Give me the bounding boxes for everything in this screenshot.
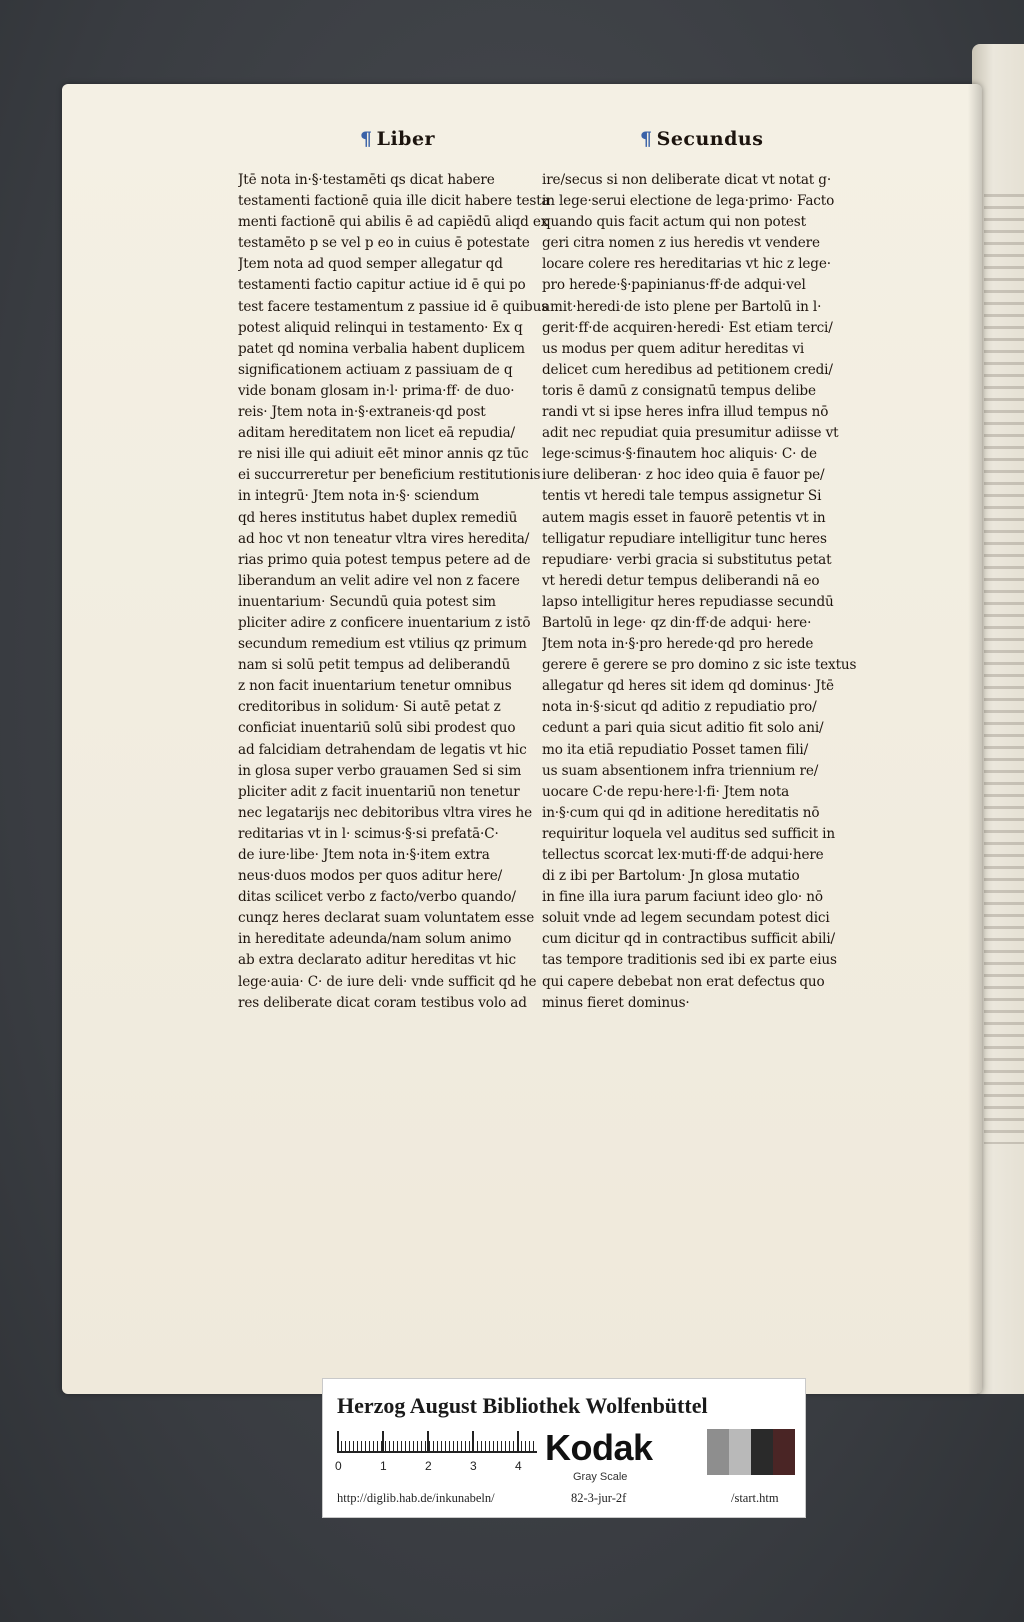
text-line: quando quis facit actum qui non potest <box>542 214 806 231</box>
text-line: amit·heredi·de isto plene per Bartolū in l· <box>542 298 822 315</box>
ruler-major-tick <box>472 1431 474 1453</box>
text-line: mo ita etiā repudiatio Posset tamen fili/ <box>542 741 809 758</box>
text-line: rias primo quia potest tempus petere ad de <box>238 551 531 568</box>
text-line: tas tempore traditionis sed ibi ex parte eius <box>542 952 837 969</box>
text-line: ei succurreretur per beneficium restitutionis <box>238 467 541 484</box>
text-line: gerere ē gerere se pro domino z sic iste textus <box>542 657 857 674</box>
text-line: uocare C·de repu·here·l·fi· Jtem nota <box>542 783 790 800</box>
text-line: in lege·serui electione de lega·primo· Facto <box>542 193 835 210</box>
text-line: geri citra nomen z ius heredis vt vendere <box>542 235 820 252</box>
text-line: soluit vnde ad legem secundam potest dici <box>542 910 830 927</box>
rubric-mark-icon: ¶ <box>360 128 373 150</box>
text-line: qui capere debebat non erat defectus quo <box>542 973 825 990</box>
text-column-right <box>542 170 872 1014</box>
shelfmark: 82-3-jur-2f <box>571 1491 627 1505</box>
text-line: vide bonam glosam in·l· prima·ff· de duo· <box>238 382 515 399</box>
text-line: pliciter adire z conficere inuentarium z istō <box>238 614 531 631</box>
text-line: vt heredi detur tempus deliberandi nā eo <box>542 572 820 589</box>
ruler-major-tick <box>517 1431 519 1453</box>
text-line: autem magis esset in fauorē petentis vt in <box>542 509 826 526</box>
digital-library-url: http://diglib.hab.de/inkunabeln/ <box>337 1491 495 1505</box>
kodak-logo: Kodak <box>545 1427 653 1468</box>
text-line: ire/secus si non deliberate dicat vt notat g· <box>542 172 832 188</box>
text-line: cunqz heres declarat suam voluntatem esse <box>238 910 535 927</box>
ruler-ticks <box>337 1431 537 1453</box>
text-line: iure deliberan· z hoc ideo quia ē fauor pe/ <box>542 467 825 484</box>
text-line: re nisi ille qui adiuit eēt minor annis qz tūc <box>238 446 529 463</box>
text-line: conficiat inuentariū solū sibi prodest quo <box>238 720 516 737</box>
ruler-number: 2 <box>425 1459 432 1473</box>
archive-color-bar <box>322 1378 806 1518</box>
text-line: potest aliquid relinqui in testamento· Ex q <box>238 319 523 336</box>
facing-page-text-bleed <box>984 194 1024 1144</box>
text-line: minus fieret dominus· <box>542 994 690 1011</box>
text-line: inuentarium· Secundū quia potest sim <box>238 593 496 610</box>
text-line: in hereditate adeunda/nam solum animo <box>238 931 512 948</box>
text-line: in·§·cum qui qd in aditione hereditatis nō <box>542 804 820 821</box>
library-title: Herzog August Bibliothek Wolfenbüttel <box>337 1393 708 1418</box>
text-line: reis· Jtem nota in·§·extraneis·qd post <box>238 404 486 421</box>
text-line: qd heres institutus habet duplex remediū <box>238 509 518 526</box>
text-line: testamenti factio capitur actiue id ē qui po <box>238 277 526 294</box>
text-line: us suam absentionem infra triennium re/ <box>542 762 819 779</box>
text-line: in glosa super verbo grauamen Sed si sim <box>238 762 522 779</box>
text-line: Jtem nota ad quod semper allegatur qd <box>238 256 503 273</box>
text-line: requiritur loquela vel auditus sed sufficit in <box>542 825 835 842</box>
scale-ruler <box>337 1431 537 1477</box>
text-line: telligatur repudiare intelligitur tunc heres <box>542 530 827 547</box>
text-line: tentis vt heredi tale tempus assignetur Si <box>542 488 822 505</box>
text-line: us modus per quem aditur hereditas vi <box>542 340 805 357</box>
text-line: gerit·ff·de acquiren·heredi· Est etiam terci/ <box>542 319 833 336</box>
text-line: lege·auia· C· de iure deli· vnde sufficit qd he <box>238 973 537 990</box>
text-line: liberandum an velit adire vel non z facere <box>238 572 520 589</box>
text-line: lapso intelligitur heres repudiasse secundū <box>542 593 834 610</box>
text-line: testamēto p se vel p eo in cuius ē potestate <box>238 235 530 252</box>
text-line: Bartolū in lege· qz din·ff·de adqui· here· <box>542 614 812 631</box>
text-line: testamenti factionē quia ille dicit habere testa <box>238 193 550 210</box>
text-column-left <box>238 170 556 1014</box>
text-line: ab extra declarato aditur hereditas vt hic <box>238 952 516 969</box>
text-line: cum dicitur qd in contractibus sufficit abili/ <box>542 931 835 948</box>
ruler-number: 0 <box>335 1459 342 1473</box>
gray-patch <box>729 1429 751 1475</box>
text-line: delicet cum heredibus ad petitionem credi/ <box>542 361 833 378</box>
text-line: neus·duos modos per quos aditur here/ <box>238 868 503 885</box>
text-line: ad falcidiam detrahendam de legatis vt hic <box>238 741 527 758</box>
gray-scale-label: Gray Scale <box>573 1471 628 1483</box>
text-line: test facere testamentum z passiue id ē quibus <box>238 298 549 315</box>
ruler-number: 3 <box>470 1459 477 1473</box>
text-line: Jtē nota in·§·testamēti qs dicat habere <box>238 172 495 188</box>
text-line: aditam hereditatem non licet eā repudia/ <box>238 425 515 442</box>
text-line: nota in·§·sicut qd aditio z repudiatio pro/ <box>542 699 817 716</box>
text-line: in integrū· Jtem nota in·§· sciendum <box>238 488 480 505</box>
text-line: pro herede·§·papinianus·ff·de adqui·vel <box>542 277 806 294</box>
text-line: lege·scimus·§·finautem hoc aliquis· C· de <box>542 446 817 463</box>
text-line: reditarias vt in l· scimus·§·si prefatā·C· <box>238 825 499 842</box>
gray-patch <box>751 1429 773 1475</box>
running-head-left: ¶ Liber <box>360 128 436 150</box>
text-line: nec legatarijs nec debitoribus vltra vires he <box>238 804 532 821</box>
text-line: in fine illa iura parum faciunt ideo glo· nō <box>542 889 823 906</box>
text-line: secundum remedium est vtilius qz primum <box>238 636 527 653</box>
text-line: menti factionē qui abilis ē ad capiēdū aliqd ex <box>238 214 549 231</box>
text-line: significationem actiuam z passiuam de q <box>238 361 513 378</box>
ruler-number: 1 <box>380 1459 387 1473</box>
text-line: pliciter adit z facit inuentariū non tenetur <box>238 783 520 800</box>
text-line: tellectus scorcat lex·muti·ff·de adqui·here <box>542 847 824 863</box>
text-line: patet qd nomina verbalia habent duplicem <box>238 340 525 357</box>
text-line: Jtem nota in·§·pro herede·qd pro herede <box>542 636 814 653</box>
text-line: ad hoc vt non teneatur vltra vires heredita/ <box>238 530 530 547</box>
ruler-major-tick <box>382 1431 384 1453</box>
text-line: allegatur qd heres sit idem qd dominus· Jtē <box>542 678 834 695</box>
text-line: di z ibi per Bartolum· Jn glosa mutatio <box>542 868 800 885</box>
rubric-mark-icon: ¶ <box>640 128 653 150</box>
text-line: cedunt a pari quia sicut aditio fit solo ani/ <box>542 720 824 737</box>
start-path: /start.htm <box>731 1491 779 1505</box>
ruler-number: 4 <box>515 1459 522 1473</box>
text-line: adit nec repudiat quia presumitur adiisse vt <box>542 425 839 442</box>
text-line: de iure·libe· Jtem nota in·§·item extra <box>238 847 490 863</box>
text-line: z non facit inuentarium tenetur omnibus <box>238 678 512 695</box>
text-line: repudiare· verbi gracia si substitutus petat <box>542 551 832 568</box>
text-line: locare colere res hereditarias vt hic z lege· <box>542 256 831 273</box>
text-line: res deliberate dicat coram testibus volo ad <box>238 994 527 1011</box>
text-line: creditoribus in solidum· Si autē petat z <box>238 699 501 716</box>
gray-patch <box>773 1429 795 1475</box>
text-line: ditas scilicet verbo z facto/verbo quando/ <box>238 889 516 906</box>
text-line: nam si solū petit tempus ad deliberandū <box>238 657 511 674</box>
text-line: randi vt si ipse heres infra illud tempus nō <box>542 404 829 421</box>
gray-patch <box>707 1429 729 1475</box>
text-line: toris ē damū z consignatū tempus delibe <box>542 382 816 399</box>
page-gutter-shadow <box>968 84 982 1394</box>
ruler-major-tick <box>427 1431 429 1453</box>
ruler-major-tick <box>337 1431 339 1453</box>
gray-scale-patches <box>707 1429 795 1475</box>
running-head-right: ¶ Secundus <box>640 128 764 150</box>
